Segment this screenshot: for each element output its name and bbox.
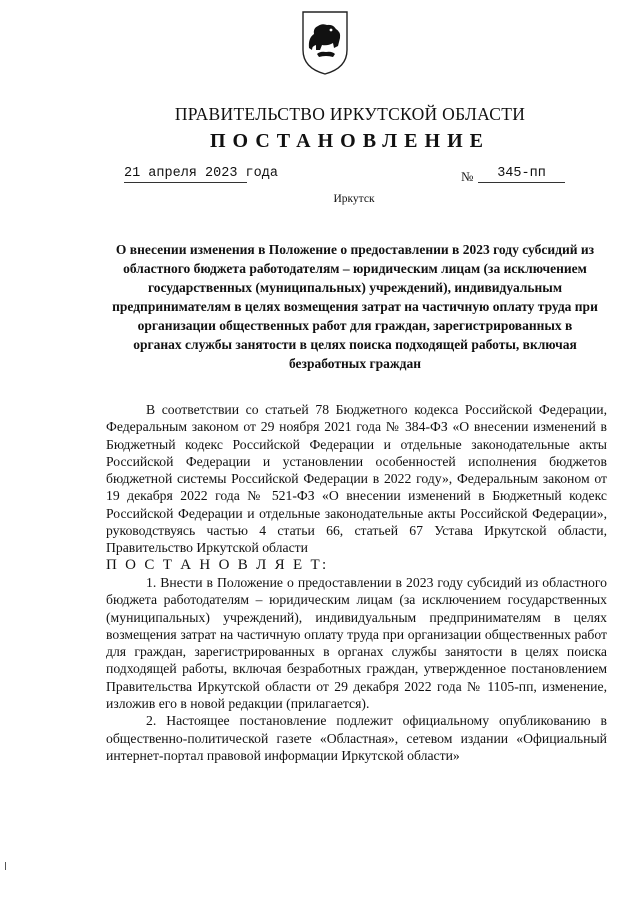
- document-number: 345-пп: [478, 166, 565, 183]
- coat-of-arms-emblem: [300, 10, 350, 76]
- document-type: ПОСТАНОВЛЕНИЕ: [210, 130, 490, 152]
- decree-word: П О С Т А Н О В Л Я Е Т:: [106, 556, 329, 573]
- item-2-paragraph: 2. Настоящее постановление подлежит официальному опубликованию в общественно-политической газете «Областная», сетевом издании «Официальный интернет-портал правовой информации Иркутской области»: [106, 713, 607, 763]
- city-name: Иркутск: [333, 193, 375, 205]
- preamble-paragraph: В соответствии со статьей 78 Бюджетного кодекса Российской Федерации, Федеральным законом от 29 ноября 2021 года № 384-ФЗ «О внесении изменений в Бюджетный кодекс Российской Федерации и отдельные законодательные акты Российской Федерации и установлении особенностей исполнения бюджетов бюджетной системы Российской Федерации в 2022 году», Федеральным законом от 19 декабря 2022 года № 521-ФЗ «О внесении изменений в Бюджетный кодекс Российской Федерации и отдельные законодательные акты Российской Федерации», руководствуясь частью 4 статьи 66, статьей 67 Устава Иркутской области, Правительство Иркутской области: [106, 402, 607, 556]
- organization-name: ПРАВИТЕЛЬСТВО ИРКУТСКОЙ ОБЛАСТИ: [174, 104, 526, 124]
- scan-edge-mark: [5, 862, 6, 870]
- document-date: 21 апреля 2023 года: [124, 166, 278, 181]
- document-body: [106, 401, 607, 764]
- document-title: О внесении изменения в Положение о предоставлении в 2023 году субсидий из областного бюджета работодателям – юридическим лицам (за исключением государственных (муниципальных) учреждений), индивидуальным предпринимателям в целях возмещения затрат на частичную оплату труда при организации общественных работ для граждан, зарегистрированных в органах службы занятости в целях поиска подходящей работы, включая безработных граждан: [112, 242, 598, 371]
- number-label: №: [461, 169, 474, 184]
- item-1-paragraph: 1. Внести в Положение о предоставлении в 2023 году субсидий из областного бюджета работодателям – юридическим лицам (за исключением государственных (муниципальных) учреждений), индивидуальным предпринимателям в целях возмещения затрат на частичную оплату труда при организации общественных работ для граждан, зарегистрированных в органах службы занятости в целях поиска подходящей работы, включая безработных граждан, утвержденное постановлением Правительства Иркутской области от 29 декабря 2022 года № 1105-пп, изменение, изложив его в новой редакции (прилагается).: [106, 574, 607, 712]
